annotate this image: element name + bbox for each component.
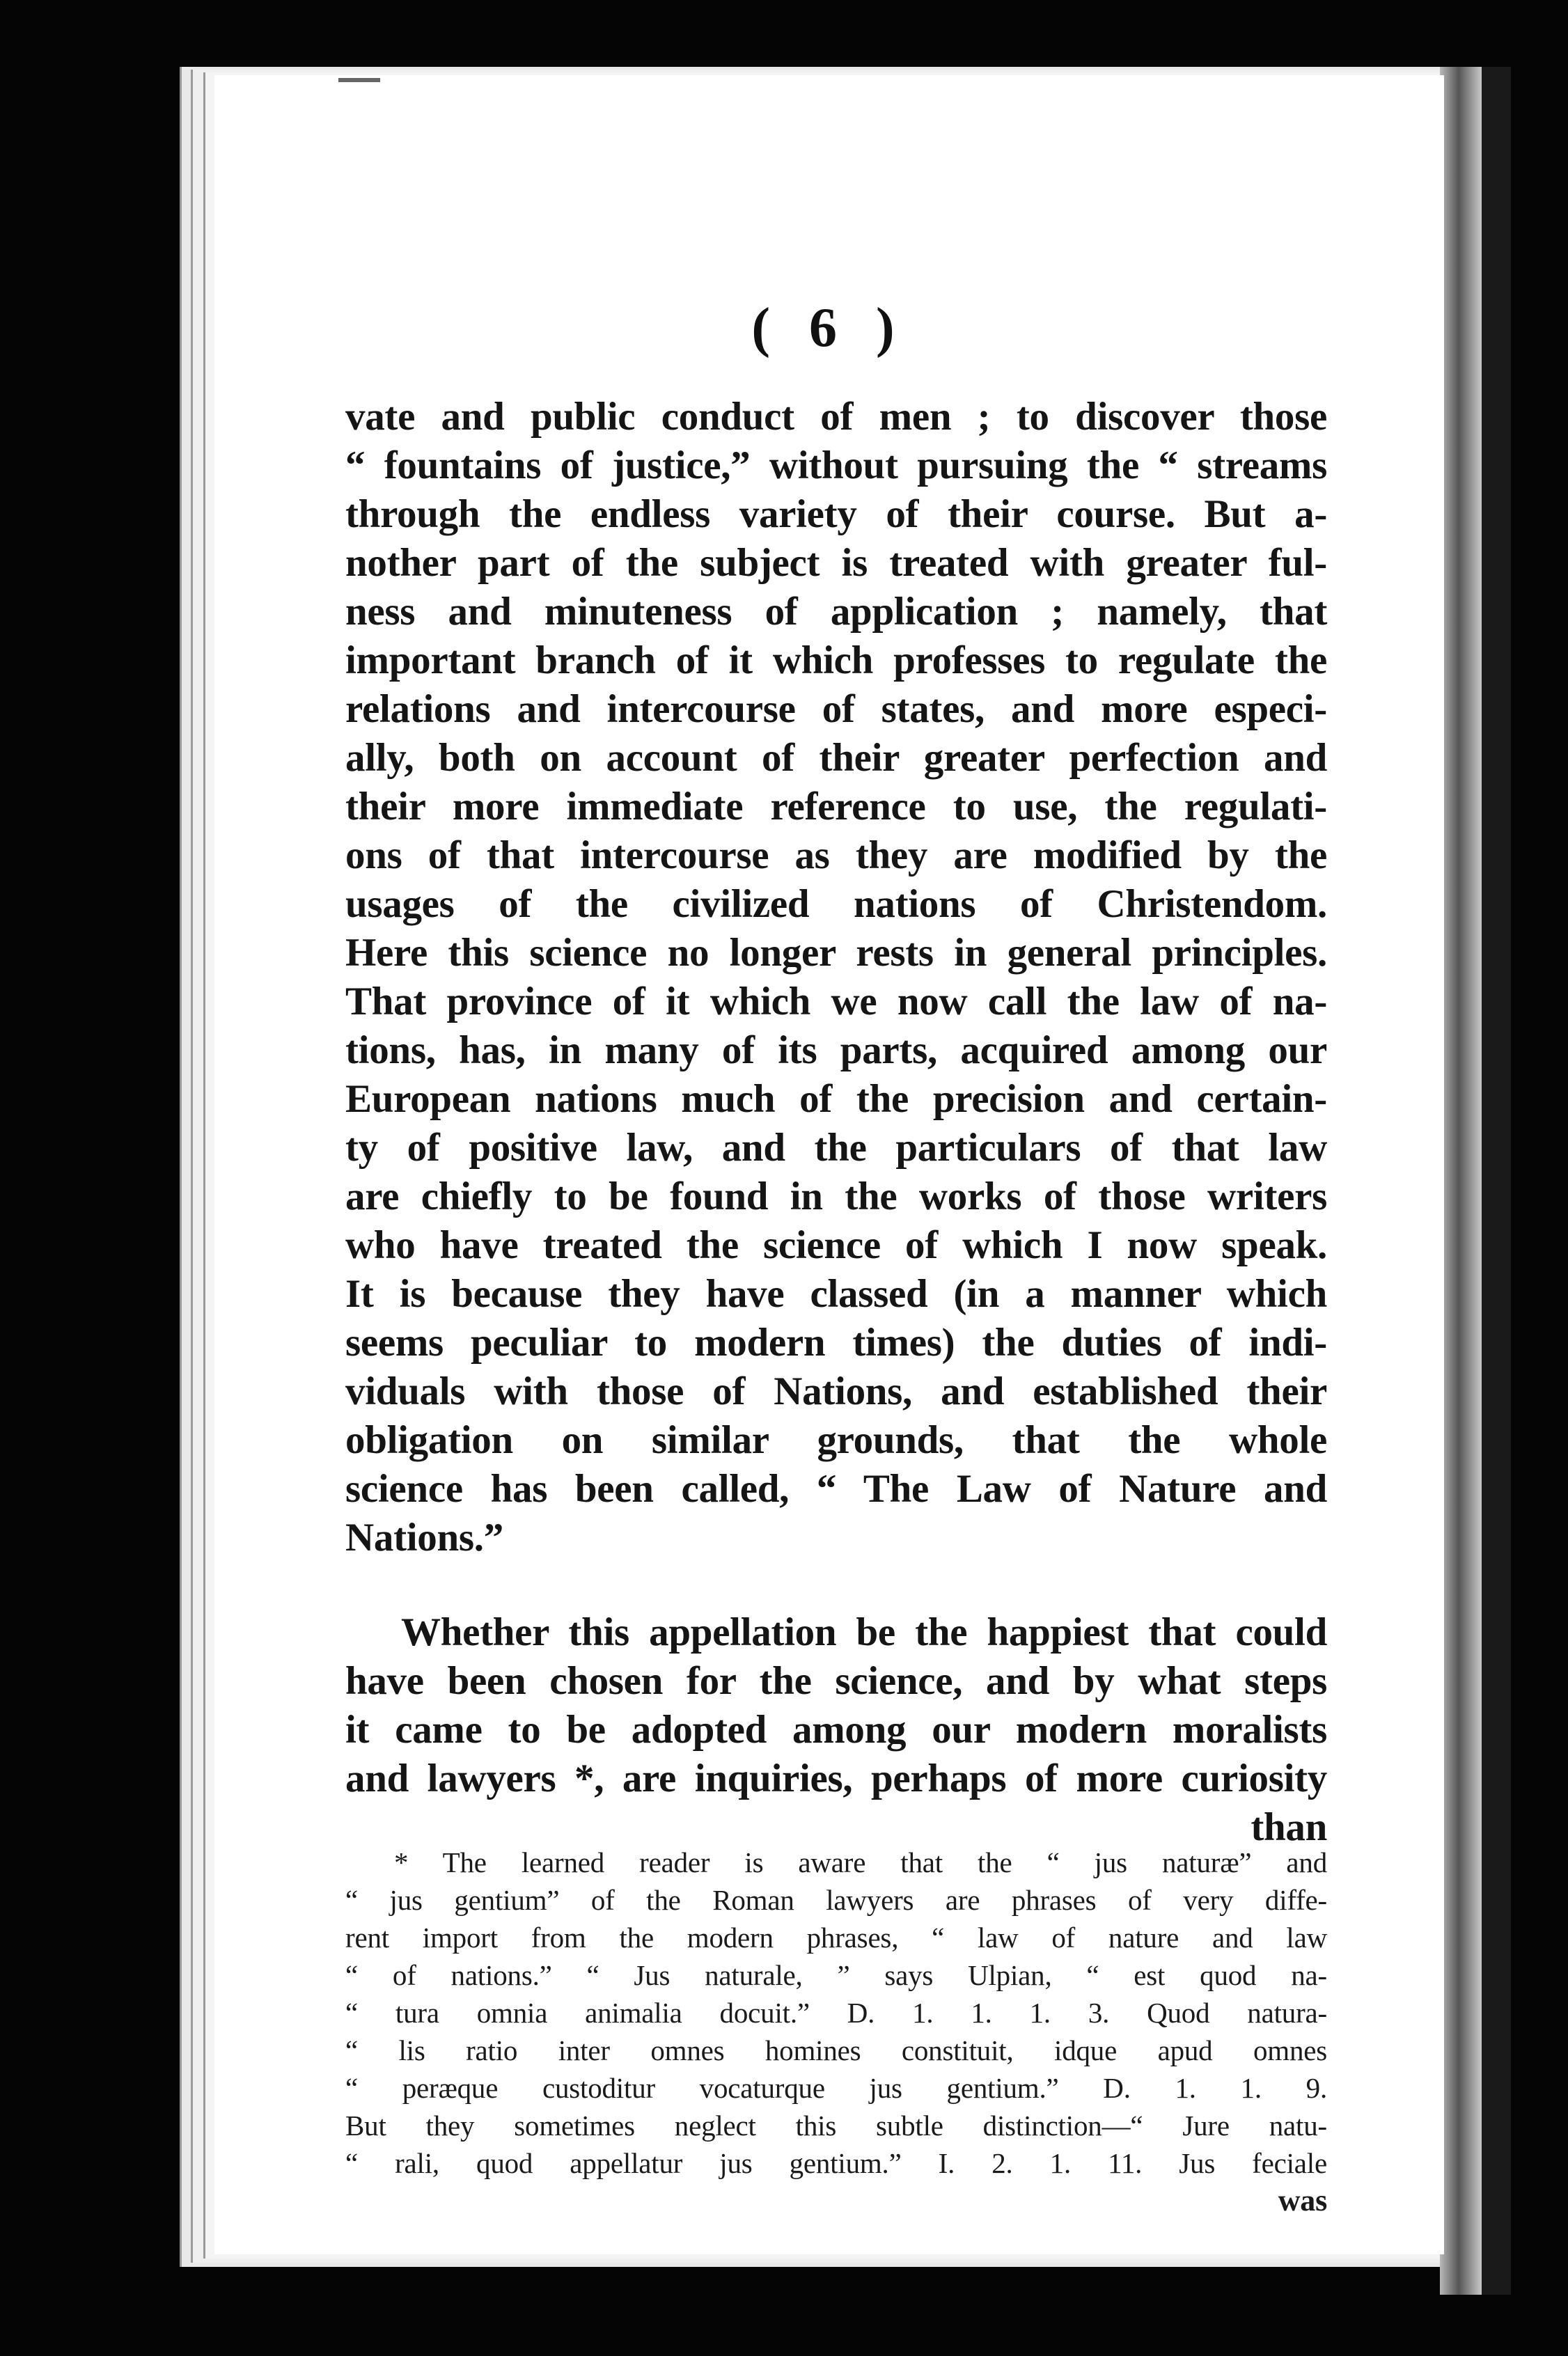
page-edge-mark — [338, 78, 380, 82]
body-line: ons of that intercourse as they are modified by the — [345, 833, 1327, 877]
footnote-catchword: was — [1278, 2183, 1327, 2217]
body-line: ness and minuteness of application ; namely, that — [345, 590, 1327, 634]
spine-shadow — [1440, 67, 1482, 2295]
body-line: who have treated the science of which I now speak. — [345, 1223, 1327, 1267]
paragraph-gap — [345, 1562, 1327, 1608]
catchword: than — [1251, 1805, 1327, 1849]
footnote-line: “ rali, quod appellatur jus gentium.” I. 2. 1. 11. Jus feciale — [345, 2147, 1327, 2179]
body-line: ty of positive law, and the particulars of that law — [345, 1126, 1327, 1170]
body-text — [345, 393, 1327, 1852]
body-line: relations and intercourse of states, and more especi- — [345, 687, 1327, 731]
footnote-line: rent import from the modern phrases, “ law of nature and law — [345, 1922, 1327, 1954]
footnote-line: * The learned reader is aware that the “ jus naturæ” and — [394, 1846, 1327, 1878]
body-line: “ fountains of justice,” without pursuing the “ streams — [345, 443, 1327, 487]
body-line: viduals with those of Nations, and established their — [345, 1369, 1327, 1413]
footnote-line: But they sometimes neglect this subtle distinction—“ Jure natu- — [345, 2110, 1327, 2142]
book-page — [214, 75, 1444, 2254]
body-line: and lawyers *, are inquiries, perhaps of more curiosity — [345, 1757, 1327, 1800]
footnote-line: “ jus gentium” of the Roman lawyers are phrases of very diffe- — [345, 1884, 1327, 1916]
body-line: That province of it which we now call the law of na- — [345, 980, 1327, 1023]
body-line: their more immediate reference to use, the regulati- — [345, 785, 1327, 828]
footnote-line: “ tura omnia animalia docuit.” D. 1. 1. 1. 3. Quod natura- — [345, 1997, 1327, 2029]
body-line: science has been called, “ The Law of Nature and — [345, 1467, 1327, 1511]
body-line: vate and public conduct of men ; to discover those — [345, 395, 1327, 439]
body-line: Here this science no longer rests in general principles. — [345, 931, 1327, 975]
body-line: it came to be adopted among our modern moralists — [345, 1708, 1327, 1752]
body-line: Nations.” — [345, 1516, 503, 1560]
body-line: seems peculiar to modern times) the duties of indi- — [345, 1321, 1327, 1365]
spine-gutter — [1482, 67, 1511, 2295]
body-line: through the endless variety of their course. But a- — [345, 492, 1327, 536]
body-line: European nations much of the precision and certain- — [345, 1077, 1327, 1121]
footnote-line: “ lis ratio inter omnes homines constituit, idque apud omnes — [345, 2034, 1327, 2066]
body-line: Whether this appellation be the happiest that could — [401, 1610, 1327, 1654]
footnote-line: “ peræque custoditur vocaturque jus gentium.” D. 1. 1. 9. — [345, 2072, 1327, 2104]
footnote — [345, 1844, 1327, 2220]
body-line: obligation on similar grounds, that the whole — [345, 1418, 1327, 1462]
page-number: ( 6 ) — [751, 297, 907, 359]
body-line: are chiefly to be found in the works of those writers — [345, 1175, 1327, 1218]
body-line: usages of the civilized nations of Christendom. — [345, 882, 1327, 926]
body-line: ally, both on account of their greater perfection and — [345, 736, 1327, 780]
body-line: tions, has, in many of its parts, acquired among our — [345, 1028, 1327, 1072]
body-line: It is because they have classed (in a manner which — [345, 1272, 1327, 1316]
body-line: nother part of the subject is treated with greater ful- — [345, 541, 1327, 585]
footnote-line: “ of nations.” “ Jus naturale, ” says Ulpian, “ est quod na- — [345, 1959, 1327, 1991]
body-line: important branch of it which professes to regulate the — [345, 638, 1327, 682]
body-line: have been chosen for the science, and by what steps — [345, 1659, 1327, 1703]
